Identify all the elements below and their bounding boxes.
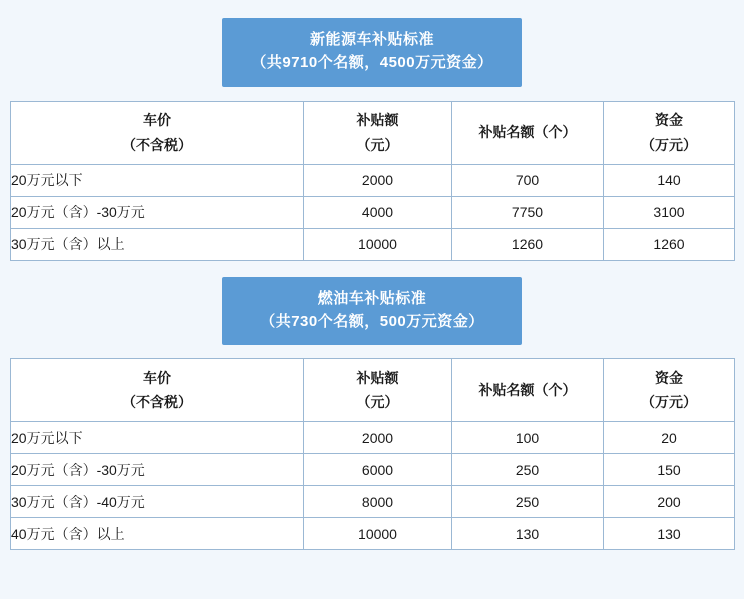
table-header-row [11,101,735,164]
table-row [11,486,735,518]
header-cell-subsidy-quota [452,101,604,164]
table-row [11,164,735,196]
banner-new-energy [222,18,522,87]
cell-funds: 200 [604,486,735,518]
cell-car-price: 20万元（含）-30万元 [11,454,304,486]
cell-funds: 20 [604,422,735,454]
cell-car-price: 30万元（含）-40万元 [11,486,304,518]
banner-wrapper-fuel [10,261,734,346]
header-cell-funds [604,101,735,164]
table-header-row [11,359,735,422]
banner-subtitle-new-energy: （共9710个名额，4500万元资金） [251,54,493,72]
cell-car-price: 20万元（含）-30万元 [11,196,304,228]
header-line1: 补贴名额（个） [478,381,577,398]
cell-subsidy-quota: 250 [452,486,604,518]
cell-subsidy-amount: 4000 [304,196,452,228]
header-line1: 补贴额 [356,369,399,386]
header-line1: 车价 [143,369,171,386]
header-cell-funds [604,359,735,422]
section-fuel-vehicles [10,261,734,551]
cell-subsidy-quota: 7750 [452,196,604,228]
section-new-energy-vehicles [10,0,734,261]
cell-funds: 1260 [604,228,735,260]
header-line1: 车价 [143,112,171,128]
table-fuel-subsidy [10,358,735,550]
cell-car-price: 40万元（含）以上 [11,518,304,550]
cell-subsidy-amount: 10000 [304,228,452,260]
banner-title-fuel: 燃油车补贴标准 [317,289,427,307]
cell-subsidy-quota: 130 [452,518,604,550]
header-cell-subsidy-quota [452,359,604,422]
table-row [11,196,735,228]
spacer-banner-table-1 [10,87,734,101]
header-line2: （万元） [641,136,697,153]
header-cell-car-price [11,101,304,164]
header-line1: 资金 [655,112,683,128]
cell-subsidy-amount: 2000 [304,422,452,454]
header-line2: （万元） [641,394,697,410]
header-line2: （不含税） [122,394,192,410]
spacer-banner-table-2 [10,345,734,358]
banner-fuel [222,277,522,346]
cell-subsidy-amount: 6000 [304,454,452,486]
banner-title-new-energy: 新能源车补贴标准 [309,31,434,48]
header-line1: 补贴额 [356,112,399,128]
cell-funds: 3100 [604,196,735,228]
cell-subsidy-quota: 100 [452,422,604,454]
cell-funds: 140 [604,164,735,196]
cell-car-price: 30万元（含）以上 [11,228,304,260]
cell-car-price: 20万元以下 [11,164,304,196]
cell-subsidy-amount: 2000 [304,164,452,196]
header-cell-subsidy-amount [304,359,452,422]
banner-wrapper-new-energy [10,0,734,87]
table-new-energy-subsidy [10,101,735,261]
header-line2: （元） [356,136,399,153]
cell-funds: 130 [604,518,735,550]
header-line2: （不含税） [122,136,192,153]
table-row [11,422,735,454]
banner-subtitle-fuel: （共730个名额，500万元资金） [260,312,484,330]
cell-subsidy-amount: 10000 [304,518,452,550]
header-line1: 资金 [655,369,683,386]
table-row [11,454,735,486]
cell-subsidy-quota: 700 [452,164,604,196]
cell-funds: 150 [604,454,735,486]
cell-car-price: 20万元以下 [11,422,304,454]
header-line2: （元） [356,394,399,410]
table-row [11,518,735,550]
header-line1: 补贴名额（个） [478,124,577,141]
header-cell-car-price [11,359,304,422]
cell-subsidy-quota: 1260 [452,228,604,260]
header-cell-subsidy-amount [304,101,452,164]
table-row [11,228,735,260]
cell-subsidy-quota: 250 [452,454,604,486]
cell-subsidy-amount: 8000 [304,486,452,518]
